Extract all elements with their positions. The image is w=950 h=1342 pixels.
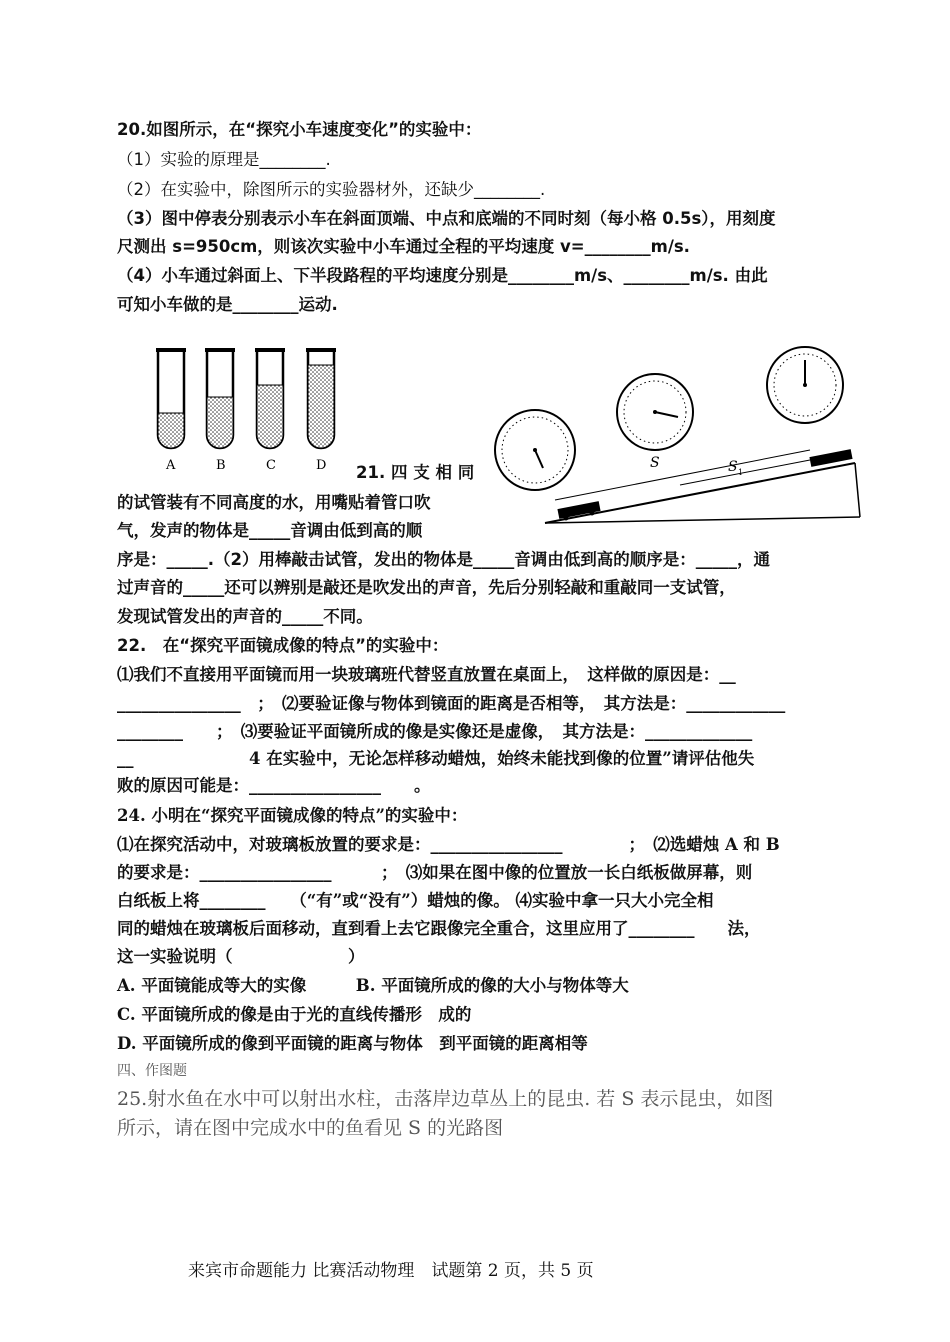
q21-line6: 发现试管发出的声音的_____不同。 [117, 607, 373, 626]
incline-end [855, 463, 860, 517]
page-footer: 来宾市命题能力 比赛活动物理 试题第 2 页，共 5 页 [188, 1261, 594, 1281]
q21-line3: 气，发声的物体是_____音调由低到高的顺 [117, 521, 423, 540]
q20-line4: 尺测出 s=950cm，则该次实验中小车通过全程的平均速度 v=________m/s. [117, 237, 690, 256]
stopwatch-middle [617, 374, 693, 450]
label-s1-sub: 1 [738, 468, 744, 477]
q22-line6: 败的原因可能是：________________ 。 [117, 776, 431, 795]
stopwatch-top [767, 347, 843, 423]
q25-line2: 所示，请在图中完成水中的鱼看见 S 的光路图 [117, 1117, 504, 1139]
distance-s-line [555, 450, 810, 500]
q24-line1: 24. 小明在“探究平面镜成像的特点”的实验中： [117, 806, 468, 825]
tube-label-b: B [216, 458, 226, 473]
q25-line1: 25.射水鱼在水中可以射出水柱，击落岸边草丛上的昆虫. 若 S 表示昆虫，如图 [117, 1088, 774, 1110]
q20-title: 20.如图所示，在“探究小车速度变化”的实验中： [117, 120, 482, 139]
q24-option-a-b: A. 平面镜能成等大的实像 B. 平面镜所成的像的大小与物体等大 [117, 976, 629, 995]
q21-line1: 21. 四 支 相 同 [356, 463, 475, 482]
stopwatch-bottom [495, 410, 575, 490]
q24-line2: ⑴在探究活动中，对玻璃板放置的要求是：________________ ； ⑵选蜡烛 A 和 B [117, 835, 780, 854]
test-tubes-figure [150, 345, 370, 480]
tube-d [306, 348, 336, 448]
q20-line2: （2）在实验中，除图所示的实验器材外，还缺少________. [117, 180, 546, 199]
q22-line5: __ 4 在实验中，无论怎样移动蜡烛，始终未能找到像的位置”请评估他失 [117, 749, 755, 768]
section-4-title: 四、作图题 [117, 1063, 187, 1079]
q20-line5: （4）小车通过斜面上、下半段路程的平均速度分别是________m/s、________m/s. 由此 [117, 266, 768, 285]
tube-label-c: C [266, 458, 276, 473]
q24-line3: 的要求是：________________ ； ⑶如果在图中像的位置放一长白纸板做屏幕，则 [117, 863, 753, 882]
q22-line2: ⑴我们不直接用平面镜而用一块玻璃班代替竖直放置在桌面上， 这样做的原因是：__ [117, 665, 736, 684]
tube-label-a: A [166, 458, 176, 473]
q22-line4: ________ ； ⑶要验证平面镜所成的像是实像还是虚像， 其方法是：_____________ [117, 722, 753, 741]
q24-option-c: C. 平面镜所成的像是由于光的直线传播形 成的 [117, 1005, 472, 1024]
label-s1: S [728, 459, 738, 475]
tube-a [156, 348, 186, 448]
q20-line1: （1）实验的原理是________. [117, 150, 331, 169]
tube-c [255, 348, 285, 448]
q20-line3: （3）图中停表分别表示小车在斜面顶端、中点和底端的不同时刻（每小格 0.5s），用刻度 [117, 209, 776, 228]
q21-line4: 序是：_____.（2）用棒敲击试管，发出的物体是_____音调由低到高的顺序是：_____，通 [117, 550, 770, 569]
q21-line5: 过声音的_____还可以辨别是敲还是吹发出的声音，先后分别轻敲和重敲同一支试管， [117, 578, 736, 597]
tube-b [205, 348, 235, 448]
ground-line [545, 517, 860, 523]
q21-line2: 的试管装有不同高度的水，用嘴贴着管口吹 [117, 493, 431, 512]
q24-line6: 这一实验说明（ ） [117, 947, 365, 966]
cart-bottom [557, 501, 600, 520]
label-s: S [650, 455, 660, 471]
q24-line5: 同的蜡烛在玻璃板后面移动，直到看上去它跟像完全重合，这里应用了________ 法， [117, 919, 761, 938]
q24-line4: 白纸板上将________ （“有”或“没有”）蜡烛的像。 ⑷实验中拿一只大小完全相 [117, 891, 714, 910]
q24-option-d: D. 平面镜所成的像到平面镜的距离与物体 到平面镜的距离相等 [117, 1034, 588, 1053]
incline-stopwatch-figure [490, 345, 870, 530]
q20-line6: 可知小车做的是________运动. [117, 295, 338, 314]
q22-line1: 22. 在“探究平面镜成像的特点”的实验中： [117, 636, 449, 655]
distance-s1-line [680, 460, 810, 485]
q22-line3: _______________ ； ⑵要验证像与物体到镜面的距离是否相等， 其方法是：____________ [117, 694, 786, 713]
tube-label-d: D [316, 458, 327, 473]
